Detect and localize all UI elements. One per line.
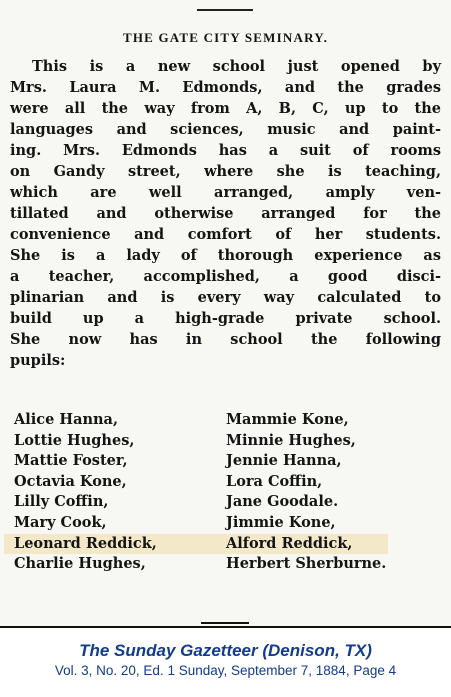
pupil-name: Minnie Hughes, xyxy=(226,431,356,449)
pupil-name: Charlie Hughes, xyxy=(14,555,146,573)
pupil-row xyxy=(14,431,434,452)
pupil-row xyxy=(14,451,434,472)
pupil-name: Octavia Kone, xyxy=(14,472,127,490)
article-line: Mrs. Laura M. Edmonds, and the grades xyxy=(10,79,441,96)
article-line: which are well arranged, amply ven- xyxy=(10,184,441,201)
article-line: tillated and otherwise arranged for the xyxy=(10,205,441,222)
article-line: were all the way from A, B, C, up to the xyxy=(10,100,441,117)
pupil-row xyxy=(14,492,434,513)
article-line: on Gandy street, where she is teaching, xyxy=(10,163,441,180)
pupil-name: Alford Reddick, xyxy=(226,534,353,552)
article-line: convenience and comfort of her students. xyxy=(10,226,441,243)
pupil-name: Leonard Reddick, xyxy=(14,534,157,552)
pupil-row xyxy=(14,513,434,534)
article-line: She now has in school the following xyxy=(10,331,441,348)
article-line: plinarian and is every way calculated to xyxy=(10,289,441,306)
pupil-row xyxy=(14,472,434,493)
source-caption xyxy=(0,640,451,680)
article-headline: THE GATE CITY SEMINARY. xyxy=(122,30,329,45)
pupil-name: Lilly Coffin, xyxy=(14,493,109,511)
caption-detail: Vol. 3, No. 20, Ed. 1 Sunday, September 7, 1884, Page 4 xyxy=(54,663,397,678)
highlighted-pupil-row xyxy=(4,534,388,555)
pupil-name: Herbert Sherburne. xyxy=(226,555,387,573)
pupil-name: Jennie Hanna, xyxy=(226,452,342,470)
pupil-name: Mattie Foster, xyxy=(14,452,128,470)
article-line: build up a high-grade private school. xyxy=(10,310,441,327)
top-rule xyxy=(197,9,253,11)
article-body xyxy=(10,56,441,371)
article-line: languages and sciences, music and paint- xyxy=(10,121,441,138)
article-line: pupils: xyxy=(10,352,66,369)
pupil-name: Lottie Hughes, xyxy=(14,431,135,449)
bottom-rule xyxy=(0,626,451,628)
pupil-name: Lora Coffin, xyxy=(226,472,323,490)
article-line: This is a new school just opened by xyxy=(32,58,441,75)
pupil-name: Jimmie Kone, xyxy=(226,513,336,531)
article-line: a teacher, accomplished, a good disci- xyxy=(10,268,441,285)
pupil-name: Mary Cook, xyxy=(14,513,107,531)
pupil-row xyxy=(14,410,434,431)
article-line: She is a lady of thorough experience as xyxy=(10,247,441,264)
pupil-name: Mammie Kone, xyxy=(226,411,349,428)
bottom-ornament xyxy=(201,622,249,624)
pupil-row xyxy=(14,554,434,575)
pupil-name: Jane Goodale. xyxy=(226,493,339,511)
article-line: ing. Mrs. Edmonds has a suit of rooms xyxy=(10,142,441,159)
caption-title: The Sunday Gazetteer (Denison, TX) xyxy=(79,641,372,660)
pupil-list xyxy=(14,410,434,575)
pupil-name: Alice Hanna, xyxy=(14,411,118,428)
